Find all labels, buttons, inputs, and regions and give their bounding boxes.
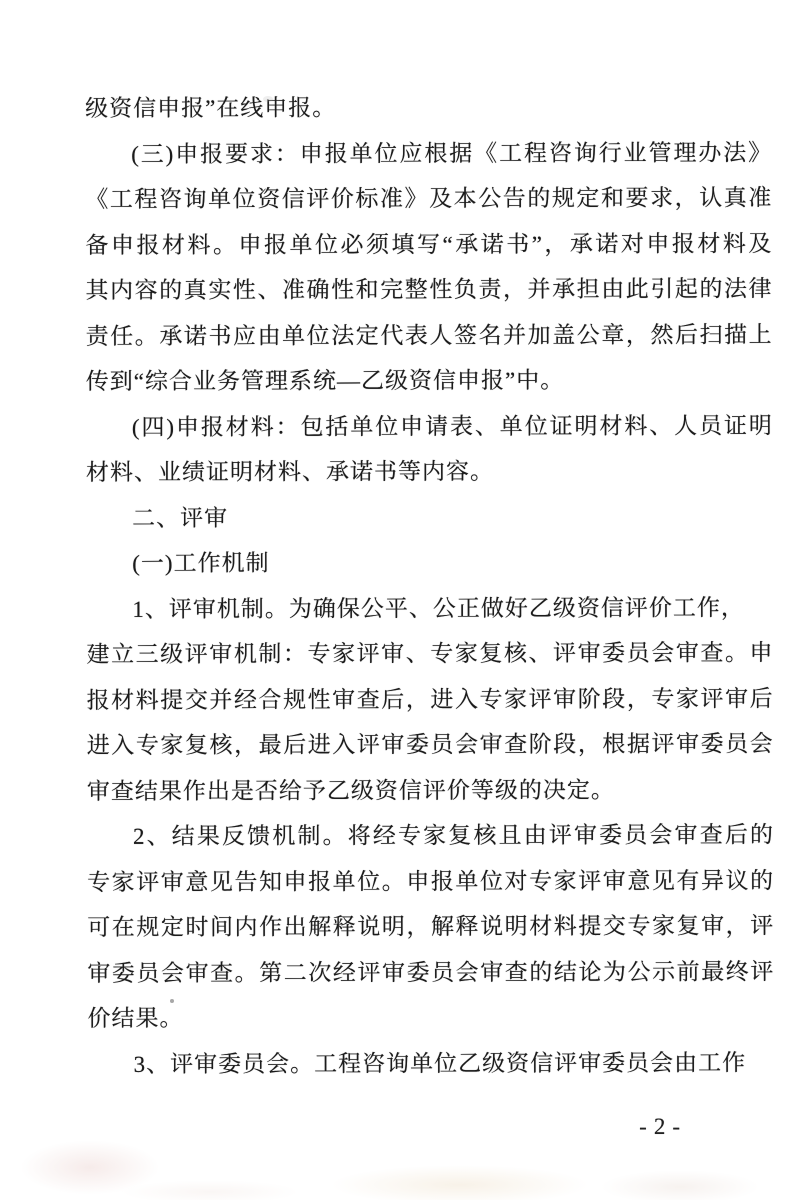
- para-shenbao-cailiao-line-1: (四)申报材料：包括单位申请表、单位证明材料、人员证明: [131, 412, 772, 440]
- scan-speck: [170, 999, 174, 1003]
- para-shenbao-yaoqiu-line-4: 其内容的真实性、准确性和完整性负责，并承担由此引起的法律: [85, 276, 772, 303]
- para-pingshen-jizhi-line-2: 建立三级评审机制：专家评审、专家复核、评审委员会审查。申: [86, 640, 773, 667]
- para-shenbao-yaoqiu-line-1: (三)申报要求：申报单位应根据《工程咨询行业管理办法》: [131, 139, 772, 167]
- para-jieguo-fankui: [87, 812, 774, 1041]
- para-pingshen-weiyuanhui: [88, 1040, 774, 1087]
- scan-smudge: [120, 1180, 300, 1200]
- heading-pingshen-line-1: 二、评审: [132, 505, 229, 531]
- para-shenbao-cailiao: [86, 403, 772, 496]
- subheading-gongzuo-jizhi: [86, 539, 772, 586]
- para-pingshen-jizhi-line-5: 审查结果作出是否给予乙级资信评价等级的决定。: [86, 777, 615, 804]
- scan-speck: [263, 96, 273, 102]
- para-pingshen-weiyuanhui-line-1: 3、评审委员会。工程咨询单位乙级资信评审委员会由工作: [133, 1049, 747, 1077]
- para-pingshen-jizhi-line-4: 进入专家复核，最后进入评审委员会审查阶段，根据评审委员会: [86, 731, 773, 758]
- para-pingshen-jizhi-line-3: 报材料提交并经合规性审查后，进入专家评审阶段，专家评审后: [86, 685, 773, 713]
- para-shenbao-yaoqiu-line-3: 备申报材料。申报单位必须填写“承诺书”，承诺对申报材料及: [85, 230, 772, 258]
- para-jieguo-fankui-line-3: 可在规定时间内作出解释说明，解释说明材料提交专家复审，评: [87, 913, 774, 940]
- para-continuation-line-1: 级资信申报”在线申报。: [85, 95, 337, 121]
- document-body: [85, 84, 774, 1087]
- para-continuation: [85, 84, 771, 131]
- para-shenbao-yaoqiu: [85, 130, 772, 405]
- para-pingshen-jizhi: [86, 585, 773, 814]
- para-pingshen-jizhi-line-1: 1、评审机制。为确保公平、公正做好乙级资信评价工作，: [132, 594, 745, 622]
- page-number: -2-: [639, 1114, 687, 1139]
- para-shenbao-yaoqiu-line-2: 《工程咨询单位资信评价标准》及本公告的规定和要求，认真准: [85, 185, 772, 212]
- heading-pingshen: [86, 494, 772, 541]
- subheading-gongzuo-jizhi-line-1: (一)工作机制: [132, 550, 270, 576]
- para-shenbao-cailiao-line-2: 材料、业绩证明材料、承诺书等内容。: [85, 458, 495, 485]
- para-jieguo-fankui-line-4: 审委员会审查。第二次经评审委员会审查的结论为公示前最终评: [87, 958, 774, 986]
- para-jieguo-fankui-line-5: 价结果。: [87, 1005, 184, 1031]
- para-jieguo-fankui-line-1: 2、结果反馈机制。将经专家复核且由评审委员会审查后的: [132, 822, 773, 849]
- para-jieguo-fankui-line-2: 专家评审意见告知申报单位。申报单位对专家评审意见有异议的: [87, 867, 774, 895]
- scan-smudge: [600, 1170, 760, 1200]
- para-shenbao-yaoqiu-line-6: 传到“综合业务管理系统—乙级资信申报”中。: [85, 367, 565, 394]
- para-shenbao-yaoqiu-line-5: 责任。承诺书应由单位法定代表人签名并加盖公章，然后扫描上: [85, 321, 772, 349]
- scan-smudge: [330, 1165, 590, 1200]
- scan-smudge: [20, 1140, 160, 1195]
